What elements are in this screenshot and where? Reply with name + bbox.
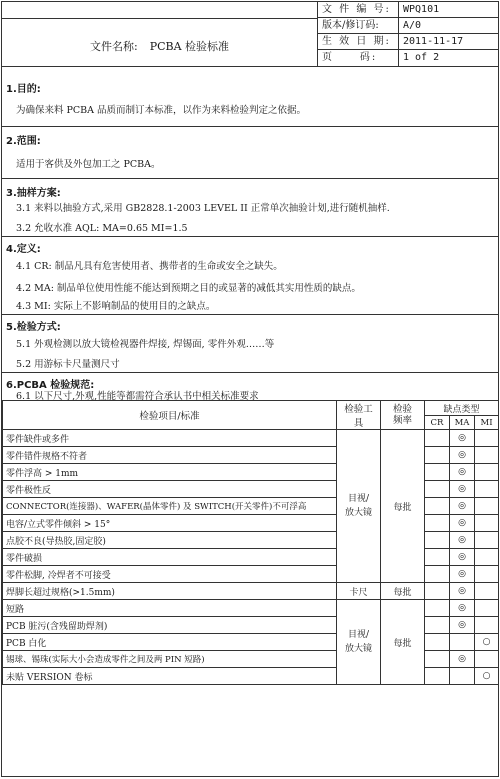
table-row — [3, 617, 499, 634]
table-row — [3, 651, 499, 668]
mi-mark — [475, 651, 499, 668]
section-sampling-line1: 3.1 来料以抽验方式,采用 GB2828.1-2003 LEVEL II 正常单次抽验计划,进行随机抽样. — [16, 203, 390, 214]
table-header-row — [3, 401, 499, 416]
row-item: 电容/立式零件倾斜 > 15° — [3, 515, 337, 532]
table-row — [3, 447, 499, 464]
row-item: 焊脚长超过规格(>1.5mm) — [3, 583, 337, 600]
ma-mark: ◎ — [450, 515, 475, 532]
row-freq: 每批 — [381, 583, 425, 600]
section-sampling-heading: 3.抽样方案: — [6, 188, 61, 199]
table-row — [3, 600, 499, 617]
title-label: 文件名称: — [89, 40, 138, 53]
header-tool: 检验工具 — [337, 401, 381, 430]
ma-mark: ◎ — [450, 481, 475, 498]
ma-mark: ◎ — [450, 549, 475, 566]
header-freq: 检验频率 — [381, 401, 425, 430]
document-page — [1, 1, 499, 777]
row-item: 锡球、锡珠(实际大小会造成零件之间及两 PIN 短路) — [3, 651, 337, 668]
mi-mark — [475, 549, 499, 566]
section-definition-line2: 4.2 MA: 制品单位使用性能不能达到预期之目的或显著的减低其实用性质的缺点。 — [16, 283, 361, 294]
table-row — [3, 498, 499, 515]
header-row-doc-no — [318, 2, 498, 18]
mi-mark — [475, 532, 499, 549]
row-tool: 目视/放大镜 — [337, 600, 381, 685]
ma-mark: ◎ — [450, 464, 475, 481]
row-item: 零件破损 — [3, 549, 337, 566]
table-row — [3, 481, 499, 498]
version-value: A/0 — [403, 20, 422, 31]
section-sampling-line2: 3.2 允收水准 AQL: MA=0.65 MI=1.5 — [16, 223, 188, 234]
row-tool: 目视/放大镜 — [337, 430, 381, 583]
section-method-heading: 5.检验方式: — [6, 322, 61, 333]
section-scope-text: 适用于客供及外包加工之 PCBA。 — [16, 159, 161, 170]
mi-mark — [475, 583, 499, 600]
row-item: 点胶不良(导热胶,固定胶) — [3, 532, 337, 549]
mi-mark — [475, 430, 499, 447]
header-row-page — [318, 50, 498, 66]
ma-mark: ◎ — [450, 498, 475, 515]
ma-mark — [450, 634, 475, 651]
document-title — [2, 2, 318, 66]
table-row — [3, 532, 499, 549]
row-item: PCB 脏污(含残留助焊剂) — [3, 617, 337, 634]
doc-no-label: 文 件 编 号: — [318, 2, 399, 17]
table-row — [3, 566, 499, 583]
section-definition-heading: 4.定义: — [6, 244, 41, 255]
header-defect-type: 缺点类型 — [425, 401, 499, 416]
mi-mark: ○ — [475, 634, 499, 651]
date-value: 2011-11-17 — [403, 36, 464, 47]
section-method-line2: 5.2 用游标卡尺量测尺寸 — [16, 359, 120, 370]
mi-mark — [475, 498, 499, 515]
mi-mark — [475, 464, 499, 481]
header-info-grid — [318, 2, 498, 66]
page-value: 1 of 2 — [403, 52, 440, 63]
mi-mark — [475, 481, 499, 498]
mi-mark — [475, 617, 499, 634]
row-tool: 卡尺 — [337, 583, 381, 600]
doc-no-value: WPQ101 — [403, 4, 440, 15]
section-scope-heading: 2.范围: — [6, 136, 41, 147]
row-item: 零件缺件或多件 — [3, 430, 337, 447]
ma-mark: ◎ — [450, 600, 475, 617]
page-label: 页 码: — [318, 50, 399, 66]
mi-mark — [475, 566, 499, 583]
table-row — [3, 430, 499, 447]
ma-mark: ◎ — [450, 651, 475, 668]
mi-mark: ○ — [475, 668, 499, 685]
table-row — [3, 668, 499, 685]
table-row — [3, 515, 499, 532]
document-header — [2, 2, 498, 67]
ma-mark: ◎ — [450, 447, 475, 464]
section-spec-heading: 6.PCBA 检验规范: — [6, 380, 95, 391]
row-item: 零件浮高 > 1mm — [3, 464, 337, 481]
inspection-table — [2, 400, 499, 685]
row-freq: 每批 — [381, 430, 425, 583]
row-item: CONNECTOR(连接器)、WAFER(晶体零件) 及 SWITCH(开关零件)不可浮高 — [3, 498, 337, 515]
header-ma: MA — [450, 416, 475, 430]
mi-mark — [475, 600, 499, 617]
ma-mark: ◎ — [450, 617, 475, 634]
section-method-line1: 5.1 外观检测以放大镜检视器件焊接, 焊锡面, 零件外观……等 — [16, 339, 275, 350]
section-purpose-heading: 1.目的: — [6, 84, 41, 95]
header-mi: MI — [475, 416, 499, 430]
header-row-version — [318, 18, 498, 34]
row-item: 未贴 VERSION 卷标 — [3, 668, 337, 685]
row-item: 零件极性反 — [3, 481, 337, 498]
title-value: PCBA 检验标准 — [149, 40, 230, 53]
header-row-date — [318, 34, 498, 50]
row-item: 零件错件规格不符者 — [3, 447, 337, 464]
header-item: 检验项目/标准 — [3, 401, 337, 430]
section-definition-line3: 4.3 MI: 实际上不影响制品的使用目的之缺点。 — [16, 301, 216, 312]
header-cr: CR — [425, 416, 450, 430]
ma-mark: ◎ — [450, 566, 475, 583]
row-freq: 每批 — [381, 600, 425, 685]
table-row — [3, 549, 499, 566]
section-purpose-text: 为确保来料 PCBA 品质而制订本标准，以作为来料检验判定之依据。 — [16, 105, 307, 116]
table-row — [3, 464, 499, 481]
section-spec-line1: 6.1 以下尺寸,外观,性能等都需符合承认书中相关标准要求 — [16, 391, 259, 402]
ma-mark — [450, 668, 475, 685]
row-item: 零件松脚, 冷焊者不可接受 — [3, 566, 337, 583]
version-label: 版本/修订码: — [318, 18, 399, 33]
row-item: 短路 — [3, 600, 337, 617]
table-row — [3, 634, 499, 651]
date-label: 生 效 日 期: — [318, 34, 399, 49]
mi-mark — [475, 447, 499, 464]
ma-mark: ◎ — [450, 532, 475, 549]
mi-mark — [475, 515, 499, 532]
ma-mark: ◎ — [450, 583, 475, 600]
ma-mark: ◎ — [450, 430, 475, 447]
section-definition-line1: 4.1 CR: 制品凡具有危害使用者、携带者的生命或安全之缺失。 — [16, 261, 283, 272]
row-item: PCB 白化 — [3, 634, 337, 651]
table-row — [3, 583, 499, 600]
